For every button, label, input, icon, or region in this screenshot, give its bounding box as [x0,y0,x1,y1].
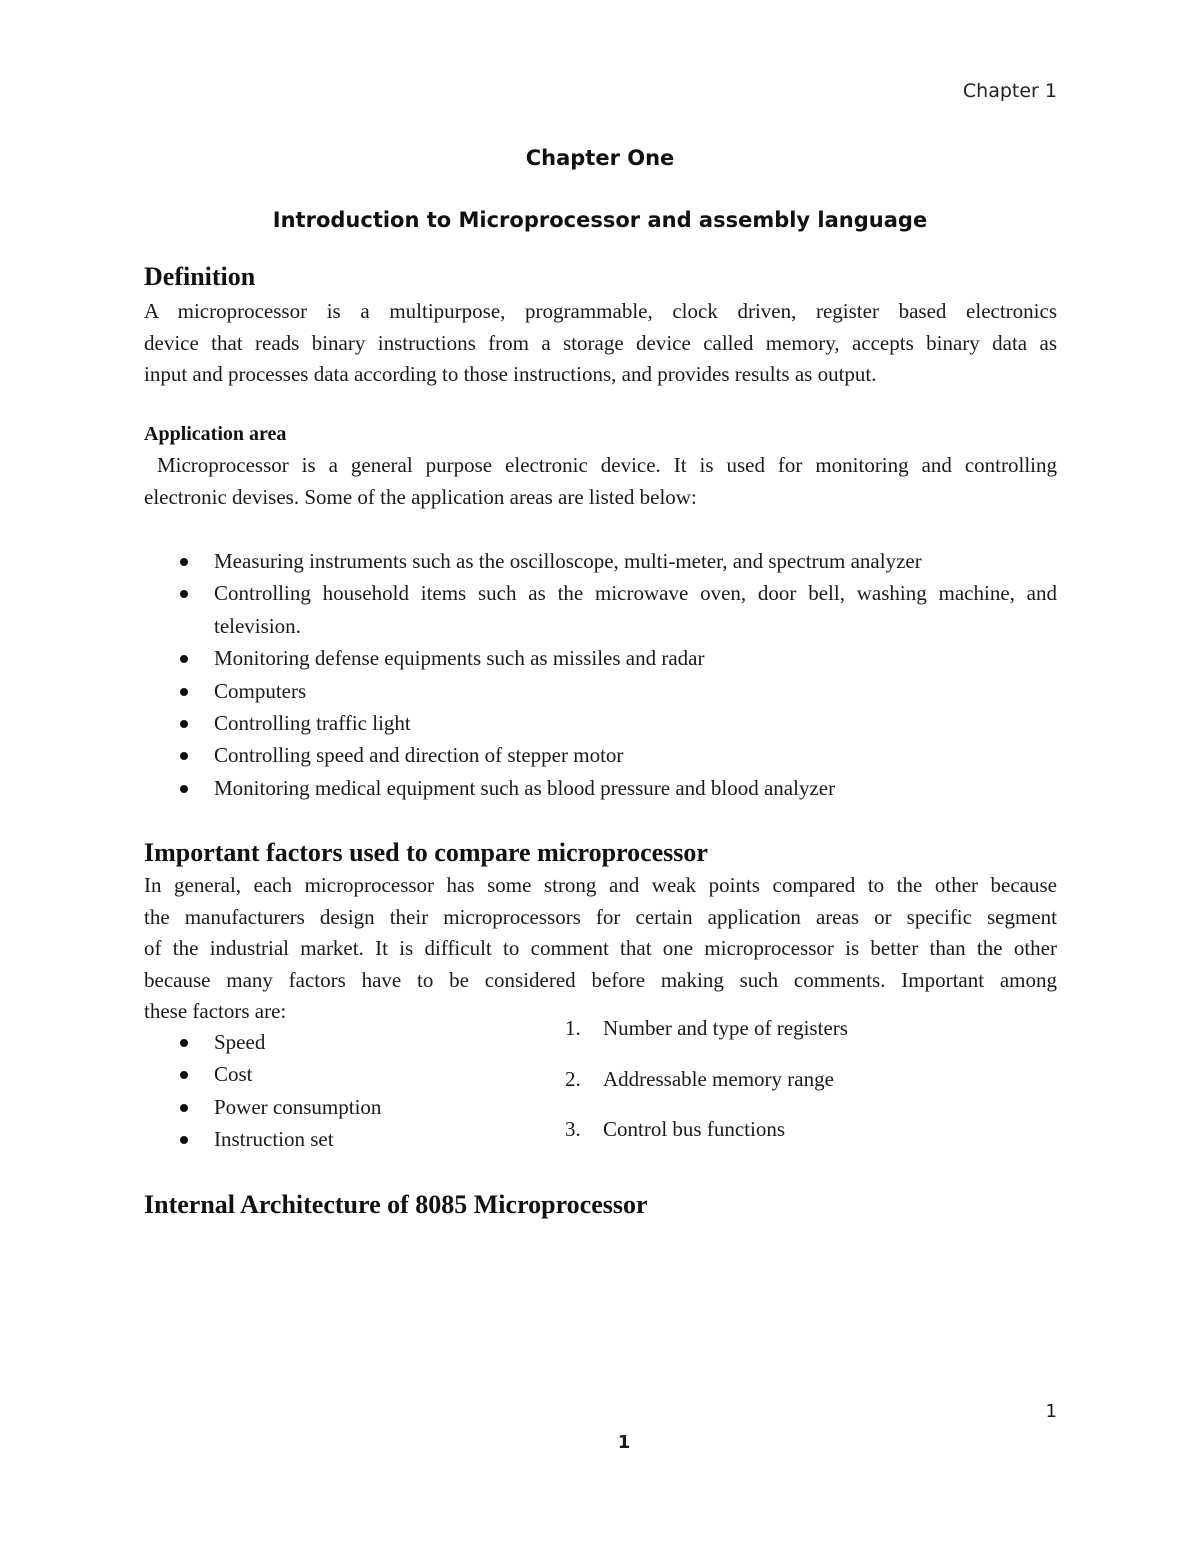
bullet-icon [180,590,188,598]
factors-line-4: because many factors have to be considered before making such comments. Important among [144,967,1057,992]
bullet-icon [180,558,188,566]
bullet-icon [180,720,188,728]
list-item: Speed [144,1026,544,1058]
application-line-2: electronic devises. Some of the application areas are listed below: [144,484,697,509]
factors-line-2: the manufacturers design their microprocessors for certain application areas or specific segment [144,904,1057,929]
bullet-icon [180,785,188,793]
bullet-icon [180,1071,188,1079]
list-item: Instruction set [144,1123,544,1155]
bullet-icon [180,688,188,696]
list-item: Computers [144,675,1057,707]
bullet-icon [180,1039,188,1047]
page-number-right: 1 [1045,1401,1057,1422]
factors-paragraph [144,870,1057,1028]
list-item: Cost [144,1058,544,1090]
list-item: 1. Number and type of registers [565,1016,848,1040]
definition-line-3: input and processes data according to those instructions, and provides results as output. [144,362,877,386]
factors-heading: Important factors used to compare microprocessor [144,838,708,867]
chapter-title: Chapter One [525,146,675,170]
bullet-icon [180,1136,188,1144]
definition-heading: Definition [144,262,256,291]
bullet-icon [180,655,188,663]
list-item: Power consumption [144,1091,544,1123]
list-item: Monitoring defense equipments such as missiles and radar [144,642,1057,674]
factors-line-5: these factors are: [144,999,287,1023]
list-item: Controlling speed and direction of stepper motor [144,739,1057,771]
definition-line-1: A microprocessor is a multipurpose, programmable, clock driven, register based electronics [144,299,1057,323]
list-item: Measuring instruments such as the oscilloscope, multi-meter, and spectrum analyzer [144,545,1057,577]
chapter-subtitle: Introduction to Microprocessor and assembly language [272,208,928,232]
architecture-heading: Internal Architecture of 8085 Microprocessor [144,1190,648,1219]
application-list [144,545,1057,804]
list-item: Controlling household items such as the microwave oven, door bell, washing machine, and television. [144,577,1057,642]
factors-line-1: In general, each microprocessor has some strong and weak points compared to the other because [144,873,1057,897]
factors-numbered-list [565,1016,1045,1168]
bullet-icon [180,752,188,760]
bullet-icon [180,1104,188,1112]
list-item: 2. Addressable memory range [565,1066,834,1091]
application-heading: Application area [144,423,287,445]
factors-line-3: of the industrial market. It is difficult to comment that one microprocessor is better than the other [144,936,1057,960]
definition-line-2: device that reads binary instructions from a storage device called memory, accepts binary data as [144,330,1057,355]
list-item: 3. Control bus functions [565,1117,785,1141]
list-item: Monitoring medical equipment such as blood pressure and blood analyzer [144,772,1057,804]
list-item: Controlling traffic light [144,707,1057,739]
running-header: Chapter 1 [962,80,1057,102]
page-number-center: 1 [617,1432,631,1453]
application-line-1: Microprocessor is a general purpose electronic device. It is used for monitoring and controlling [144,453,1057,477]
definition-paragraph [144,296,1057,391]
application-paragraph [144,450,1057,513]
factors-bullet-list [144,1026,544,1156]
